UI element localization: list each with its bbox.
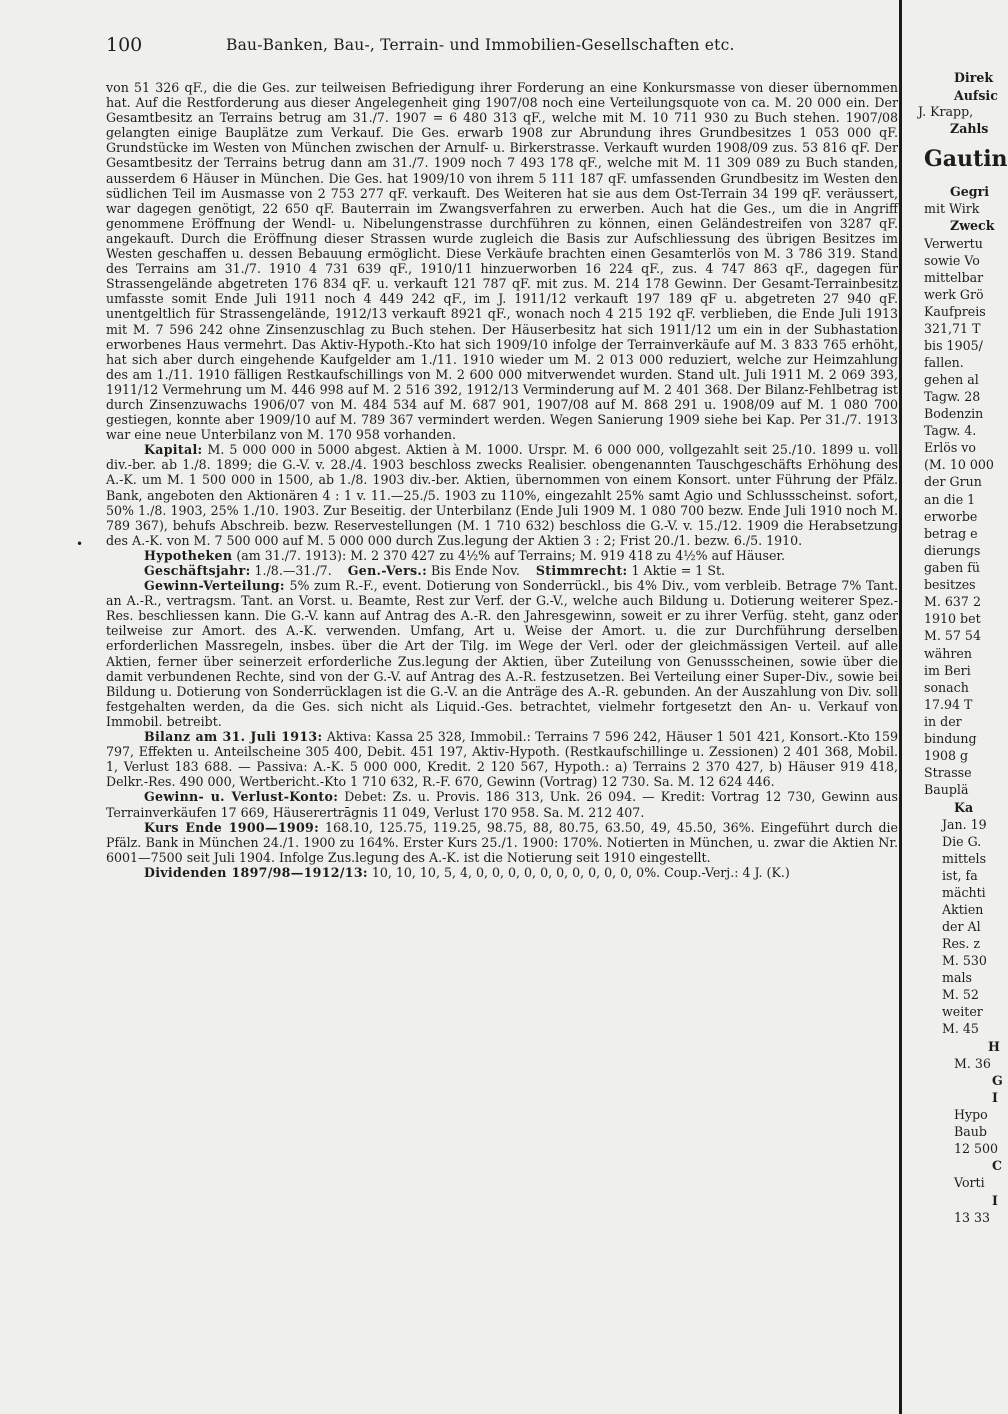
side-column-line: in der xyxy=(924,714,962,729)
side-column-line: M. 57 54 xyxy=(924,628,981,643)
dividenden-text: 10, 10, 10, 5, 4, 0, 0, 0, 0, 0, 0, 0, 0, 0, 0, 0%. Coup.-Verj.: 4 J. (K.) xyxy=(371,864,790,880)
side-column-line: dierungs xyxy=(924,543,981,558)
side-column-line: Ka xyxy=(954,800,974,815)
kapital-label: Kapital: xyxy=(144,442,203,458)
side-column-line: besitzes xyxy=(924,577,976,592)
side-column-line: C xyxy=(992,1158,1003,1173)
bilanz-text: Aktiva: Kassa 25 328, Immobil.: Terrains 7 596 242, Häuser 1 501 421, Konsort.-Kto 159 797, Effekten u. Anteilscheine 305 400, Debit. 451 197, Aktiv-Hypoth. (Restkaufschillinge u. Zessionen) 2 401 368, Mobil. 1, Verlust 183 688. — Passiva: A.-K. 5 000 000, Kredit. 2 120 567, Hypoth.: a) Terrains 2 370 427, b) Häuser 919 418, Delkr.-Res. 490 000, Wertbericht.-Kto 1 710 632, R.-F. 670, Gewinn (Vortrag) 12 730. Sa. M. 12 624 446. xyxy=(106,729,898,790)
side-column-line: Direk xyxy=(954,70,994,85)
dividenden-label: Dividenden 1897/98—1912/13: xyxy=(144,864,368,880)
running-title: Bau-Banken, Bau-, Terrain- und Immobilien-Gesellschaften etc. xyxy=(226,36,735,54)
side-column-heading: Gautin xyxy=(924,146,1008,172)
side-column-line: Tagw. 4. xyxy=(924,423,977,438)
side-column-line: (M. 10 000 xyxy=(924,457,994,472)
side-column-line: an die 1 xyxy=(924,492,976,507)
side-column-line: mittels xyxy=(942,851,987,866)
side-column-line: Verwertu xyxy=(924,236,983,251)
side-column-line: Res. z xyxy=(942,936,981,951)
genvers-label: Gen.-Vers.: xyxy=(347,563,428,578)
side-column-line: J. Krapp, xyxy=(918,104,974,119)
guv-label: Gewinn- u. Verlust-Konto: xyxy=(144,789,339,805)
side-column-line: 13 33 xyxy=(954,1210,991,1225)
side-column-line: Zahls xyxy=(950,121,989,136)
side-column-line: M. 36 xyxy=(954,1056,991,1071)
side-column-line: bindung xyxy=(924,731,977,746)
page-number: 100 xyxy=(106,34,143,56)
kurs-label: Kurs Ende 1900—1909: xyxy=(144,819,320,835)
side-column-line: I xyxy=(992,1193,998,1208)
side-column-line: H xyxy=(988,1039,1000,1054)
side-column-line: Bodenzin xyxy=(924,406,984,421)
intro-paragraph: von 51 326 qF., die die Ges. zur teilweisen Befriedigung ihrer Forderung an eine Konkursmasse von dieser übernommen hat. Auf die Restforderung aus dieser Angelegenheit ging 1907/08 noch eine Verteilungsquote von ca. M. 20 000 ein. Der Gesamtbesitz an Terrains betrug am 31./7. 1907 = 6 480 313 qF., welche mit M. 10 711 930 zu Buch stehen. 1907/08 gelangten einige Bauplätze zum Verkauf. Die Ges. erwarb 1908 zur Abrundung ihres Grundbesitzes 1 053 000 qF. Grundstücke im Westen von München zwischen der Arnulf- u. Birkerstrasse. Verkauft wurden 1908/09 zus. 53 816 qF. Der Gesamtbesitz der Terrains betrug dann am 31./7. 1909 noch 7 493 178 qF., welche mit M. 11 309 089 zu Buch standen, ausserdem 6 Häuser in München. Die Ges. hat 1909/10 von ihrem 5 111 187 qF. umfassenden Grundbesitz im Westen den südlichen Teil im Ausmasse von 2 753 277 qF. verkauft. Des Weiteren hat sie aus dem Ost-Terrain 34 199 qF. veräussert, war dagegen genötigt, 22 650 qF. Bauterrain im Zwangsverfahren zu erwerben. Auch hat die Ges., um die in Angriff genommene Eröffnung der Wendl- u. Nibelungenstrasse durchführen zu können, einen Geländestreifen von 3287 qF. angekauft. Durch die Eröffnung dieser Strassen wurde zugleich die Basis zur Aufschliessung des übrigen Besitzes im Westen geschaffen u. dessen Bebauung ermöglicht. Diese Verkäufe brachten einen Gesamterlös von M. 3 786 319. Stand des Terrains am 31./7. 1910 4 731 639 qF., 1910/11 hinzuerworben 16 224 qF., zus. 4 747 863 qF., dagegen für Strassengelände abgetreten 176 834 qF. u. verkauft 121 787 qF. mit zus. M. 214 178 Gewinn. Der Gesamt-Terrainbesitz umfasste somit Ende Juli 1911 noch 4 449 242 qF., im J. 1911/12 verkauft 197 189 qF u. abgetreten 27 940 qF. unentgeltlich für Strassengelände, 1912/13 verkauft 8921 qF., wonach noch 4 215 192 qF. verblieben, die Ende Juli 1913 mit M. 7 596 242 ohne Zinsenzuschlag zu Buch stehen. Der Häuserbesitz hat sich 1911/12 um ein in der Subhastation erworbenes Haus vermehrt. Das Aktiv-Hypoth.-Kto hat sich 1909/10 infolge der Terrainverkäufe auf M. 3 833 765 erhöht, hat sich aber durch eingehende Kaufgelder am 1./11. 1910 wieder um M. 2 013 000 reduziert, welche zur Heimzahlung des am 1./11. 1910 fälligen Restkaufschillings von M. 2 600 000 mitverwendet wurden. Stand ult. Juli 1911 M. 2 069 393, 1911/12 Vermehrung um M. 446 998 auf M. 2 516 392, 1912/13 Verminderung auf M. 2 401 368. Der Bilanz-Fehlbetrag ist durch Zinsenzuwachs 1906/07 von M. 484 534 auf M. 687 901, 1907/08 auf M. 868 291 u. 1908/09 auf M. 1 080 700 gestiegen, konnte aber 1909/10 auf M. 789 367 vermindert werden. Wegen Sanierung 1909 siehe bei Kap. Per 31./7. 1913 war eine neue Unterbilanz von M. 170 958 vorhanden. xyxy=(106,80,898,443)
side-column xyxy=(908,0,1008,1414)
side-column-line: Kaufpreis xyxy=(924,304,986,319)
side-column-line: Baub xyxy=(954,1124,987,1139)
column-rule xyxy=(899,0,902,1414)
kurs-text: 168.10, 125.75, 119.25, 98.75, 88, 80.75, 63.50, 49, 45.50, 36%. Eingeführt durch die Pfälz. Bank in München 24./1. 1900 zu 164%. Erster Kurs 25./1. 1900: 170%. Notierten in München, u. zwar die Aktien Nr. 6001—7500 seit Juli 1904. Infolge Zus.legung des A.-K. ist die Notierung seit 1910 eingestellt. xyxy=(106,819,898,865)
side-column-line: 12 500 xyxy=(954,1141,999,1156)
guv-text: Debet: Zs. u. Provis. 186 313, Unk. 26 094. — Kredit: Vortrag 12 730, Gewinn aus Terrainverkäufen 17 669, Häuserertrāgnis 11 049, Verlust 170 958. Sa. M. 212 407. xyxy=(106,789,898,820)
side-column-line: mit Wirk xyxy=(924,201,980,216)
side-column-line: Erlös vo xyxy=(924,440,976,455)
side-column-line: 321,71 T xyxy=(924,321,981,336)
side-column-line: Die G. xyxy=(942,834,982,849)
side-column-line: der Al xyxy=(942,919,981,934)
kapital-text: M. 5 000 000 in 5000 abgest. Aktien à M. 1000. Urspr. M. 6 000 000, vollgezahlt seit 25./10. 1899 u. voll div.-ber. ab 1./8. 1899; die G.-V. v. 28./4. 1903 beschloss zwecks Realisier. obengenannten Tauschgeschäfts Erhöhung des A.-K. um M. 1 500 000 in 1500, ab 1./8. 1903 div.-ber. Aktien, übernommen von einem Konsort. unter Führung der Pfälz. Bank, angeboten den Aktionären 4 : 1 v. 11.—25./5. 1903 zu 110%, eingezahlt 25% samt Agio und Schlussscheinst. sofort, 50% 1./8. 1903, 25% 1./10. 1903. Zur Beseitig. der Unterbilanz (Ende Juli 1909 M. 1 080 700 bezw. Ende Juli 1910 noch M. 789 367), behufs Abschreib. bezw. Reservestellungen (M. 1 710 632) beschloss die G.-V. v. 15./12. 1909 die Herabsetzung des A.-K. von M. 7 500 000 auf M. 5 000 000 durch Zus.legung der Aktien 3 : 2; Frist 20./1. bezw. 6./5. 1910. xyxy=(106,442,898,548)
side-column-line: währen xyxy=(924,646,972,661)
side-column-line: weiter xyxy=(942,1004,983,1019)
side-column-line: 1908 g xyxy=(924,748,969,763)
hypotheken-section xyxy=(106,548,898,563)
side-column-line: Aufsic xyxy=(954,88,998,103)
side-column-line: werk Grö xyxy=(924,287,984,302)
geschaeftsjahr-label: Geschäftsjahr: xyxy=(144,563,251,578)
meta-line xyxy=(106,563,898,578)
page-header xyxy=(106,34,906,58)
kurs-section xyxy=(106,820,898,865)
side-column-line: Tagw. 28 xyxy=(924,389,981,404)
side-column-line: 1910 bet xyxy=(924,611,981,626)
gewinnverteilung-label: Gewinn-Verteilung: xyxy=(144,578,285,594)
side-column-line: M. 45 xyxy=(942,1021,979,1036)
side-column-line: im Beri xyxy=(924,663,971,678)
side-column-line: betrag e xyxy=(924,526,978,541)
side-column-line: Bauplä xyxy=(924,782,969,797)
side-column-line: Hypo xyxy=(954,1107,988,1122)
guv-section xyxy=(106,789,898,819)
gewinnverteilung-text: 5% zum R.-F., event. Dotierung von Sonderrückl., bis 4% Div., vom verbleib. Betrage 7% Tant. an A.-R., vertragsm. Tant. an Vorst. u. Beamte, Rest zur Verf. der G.-V., welche auch Bildung u. Dotierung weiterer Spez.-Res. beschliessen kann. Die G.-V. kann auf Antrag des A.-R. den Jahresgewinn, soweit er zu ihrer Verfüg. steht, ganz oder teilweise zur Amort. des A.-K. verwenden. Umfang, Art u. Weise der Amort. u. die zur Durchführung derselben erforderlichen Massregeln, insbes. über die Art der Tilg. im Wege der Verl. oder der gleichmässigen Verteil. auf alle Aktien, ferner über seinerzeit erforderliche Zus.legung der Aktien, über Zuteilung von Genussscheinen, sowie über die damit verbundenen Rechte, sind von der G.-V. auf Antrag des A.-R. festzusetzen. Bei Verteilung einer Super-Div., sowie bei Bildung u. Dotierung von Sonderrücklagen ist die G.-V. an die Anträge des A.-R. gebunden. An der Auszahlung von Div. soll festgehalten werden, da die Ges. sich nicht als Liquid.-Ges. betrachtet, vielmehr fortgesetzt den An- u. Verkauf von Immobil. betreibt. xyxy=(106,578,898,729)
side-column-line: Jan. 19 xyxy=(942,817,987,832)
side-column-line: Aktien xyxy=(942,902,984,917)
kapital-section xyxy=(106,442,898,548)
stimmrecht-text: 1 Aktie = 1 St. xyxy=(631,563,726,578)
side-column-line: erworbe xyxy=(924,509,978,524)
side-column-line: Gegri xyxy=(950,184,989,199)
side-column-line: Zweck xyxy=(950,218,995,233)
margin-dot: • xyxy=(76,537,84,551)
side-column-line: sonach xyxy=(924,680,969,695)
genvers-text: Bis Ende Nov. xyxy=(431,563,520,578)
side-column-line: M. 637 2 xyxy=(924,594,981,609)
dividenden-section xyxy=(106,865,898,880)
bilanz-label: Bilanz am 31. Juli 1913: xyxy=(144,729,323,745)
side-column-line: gehen al xyxy=(924,372,979,387)
side-column-line: ist, fa xyxy=(942,868,978,883)
side-column-line: sowie Vo xyxy=(924,253,980,268)
hypotheken-label: Hypotheken xyxy=(144,547,233,563)
side-column-line: 17.94 T xyxy=(924,697,973,712)
side-column-line: gaben fü xyxy=(924,560,980,575)
stimmrecht-label: Stimmrecht: xyxy=(535,563,628,578)
side-column-line: Strasse xyxy=(924,765,972,780)
side-column-line: Vorti xyxy=(954,1175,985,1190)
side-column-line: M. 52 xyxy=(942,987,979,1002)
side-column-line: mächti xyxy=(942,885,986,900)
side-column-line: G xyxy=(992,1073,1003,1088)
main-column xyxy=(106,80,898,880)
side-column-line: der Grun xyxy=(924,474,982,489)
side-column-line: fallen. xyxy=(924,355,964,370)
side-column-line: I xyxy=(992,1090,998,1105)
hypotheken-text: (am 31./7. 1913): M. 2 370 427 zu 4½% auf Terrains; M. 919 418 zu 4½% auf Häuser. xyxy=(236,547,786,563)
side-column-line: bis 1905/ xyxy=(924,338,983,353)
side-column-line: mittelbar xyxy=(924,270,984,285)
side-column-line: mals xyxy=(942,970,972,985)
bilanz-section xyxy=(106,729,898,789)
gewinnverteilung-section xyxy=(106,578,898,729)
geschaeftsjahr-text: 1./8.—31./7. xyxy=(254,563,332,578)
side-column-line: M. 530 xyxy=(942,953,987,968)
